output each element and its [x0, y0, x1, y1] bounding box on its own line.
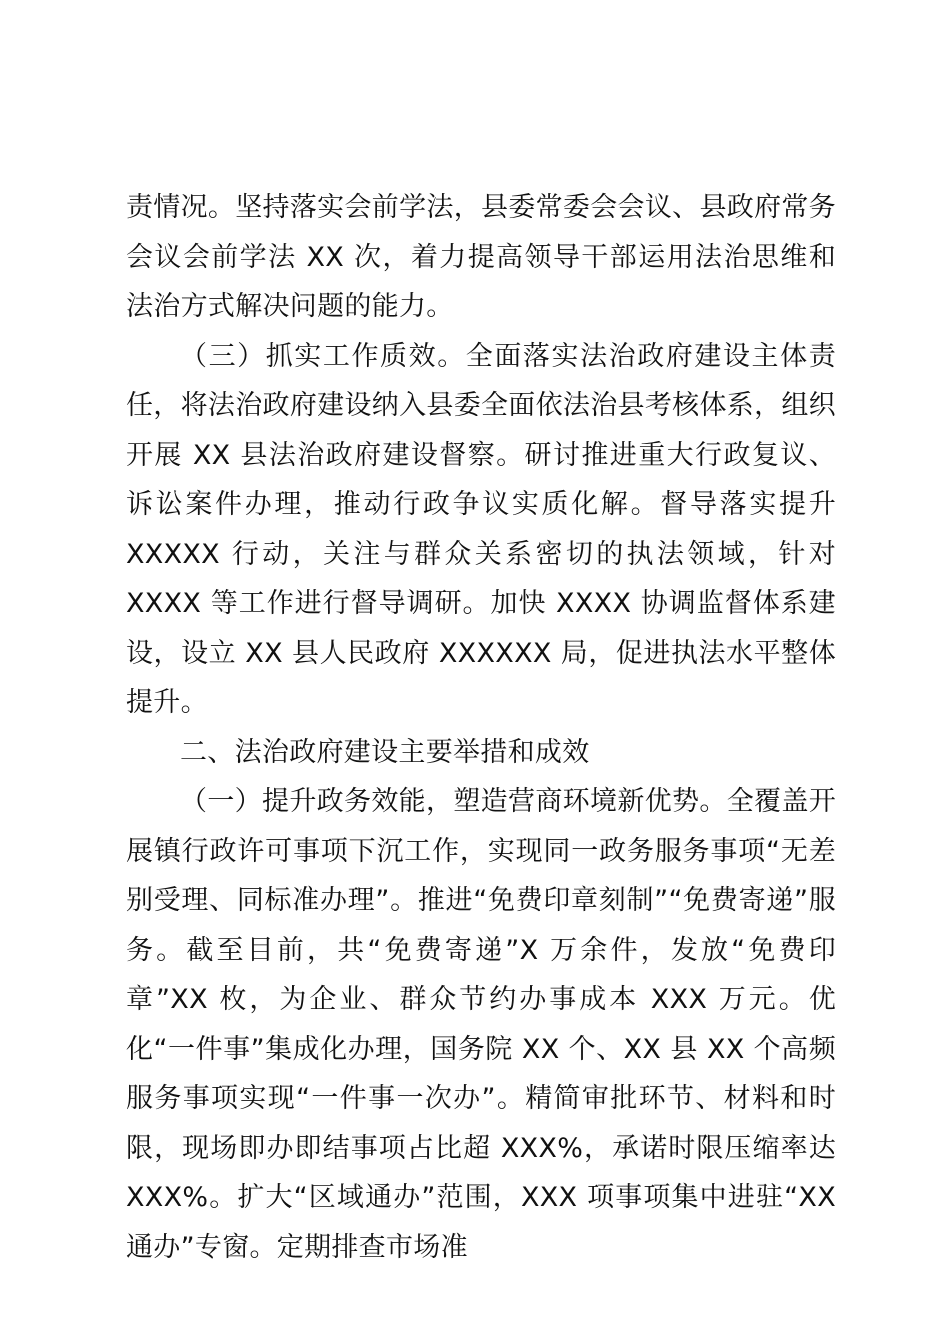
section-heading: 二、法治政府建设主要举措和成效: [180, 736, 590, 768]
paragraph-work-quality: （三）抓实工作质效。全面落实法治政府建设主体责任，将法治政府建设纳入县委全面依法治县考核体系，组织开展 XX 县法治政府建设督察。研讨推进重大行政复议、诉讼案件办理，推动行政争议实质化解。督导落实提升 XXXXX 行动，关注与群众关系密切的执法领域，针对 XXXX 等工作进行督导调研。加快 XXXX 协调监督体系建设，设立 XX 县人民政府 XXXXXX 局，促进执法水平整体提升。: [126, 340, 836, 718]
paragraph-continuation: 责情况。坚持落实会前学法，县委常委会会议、县政府常务会议会前学法 XX 次，着力提高领导干部运用法治思维和法治方式解决问题的能力。: [126, 192, 836, 322]
document-body: [126, 183, 836, 1272]
paragraph-government-efficiency: （一）提升政务效能，塑造营商环境新优势。全覆盖开展镇行政许可事项下沉工作，实现同一政务服务事项“无差别受理、同标准办理”。推进“免费印章刻制”“免费寄递”服务。截至目前，共“免费寄递”X 万余件，发放“免费印章”XX 枚，为企业、群众节约办事成本 XXX 万元。优化“一件事”集成化办理，国务院 XX 个、XX 县 XX 个高频服务事项实现“一件事一次办”。精简审批环节、材料和时限，现场即办即结事项占比超 XXX%，承诺时限压缩率达 XXX%。扩大“区域通办”范围，XXX 项事项集中进驻“XX 通办”专窗。定期排查市场准: [126, 786, 836, 1263]
